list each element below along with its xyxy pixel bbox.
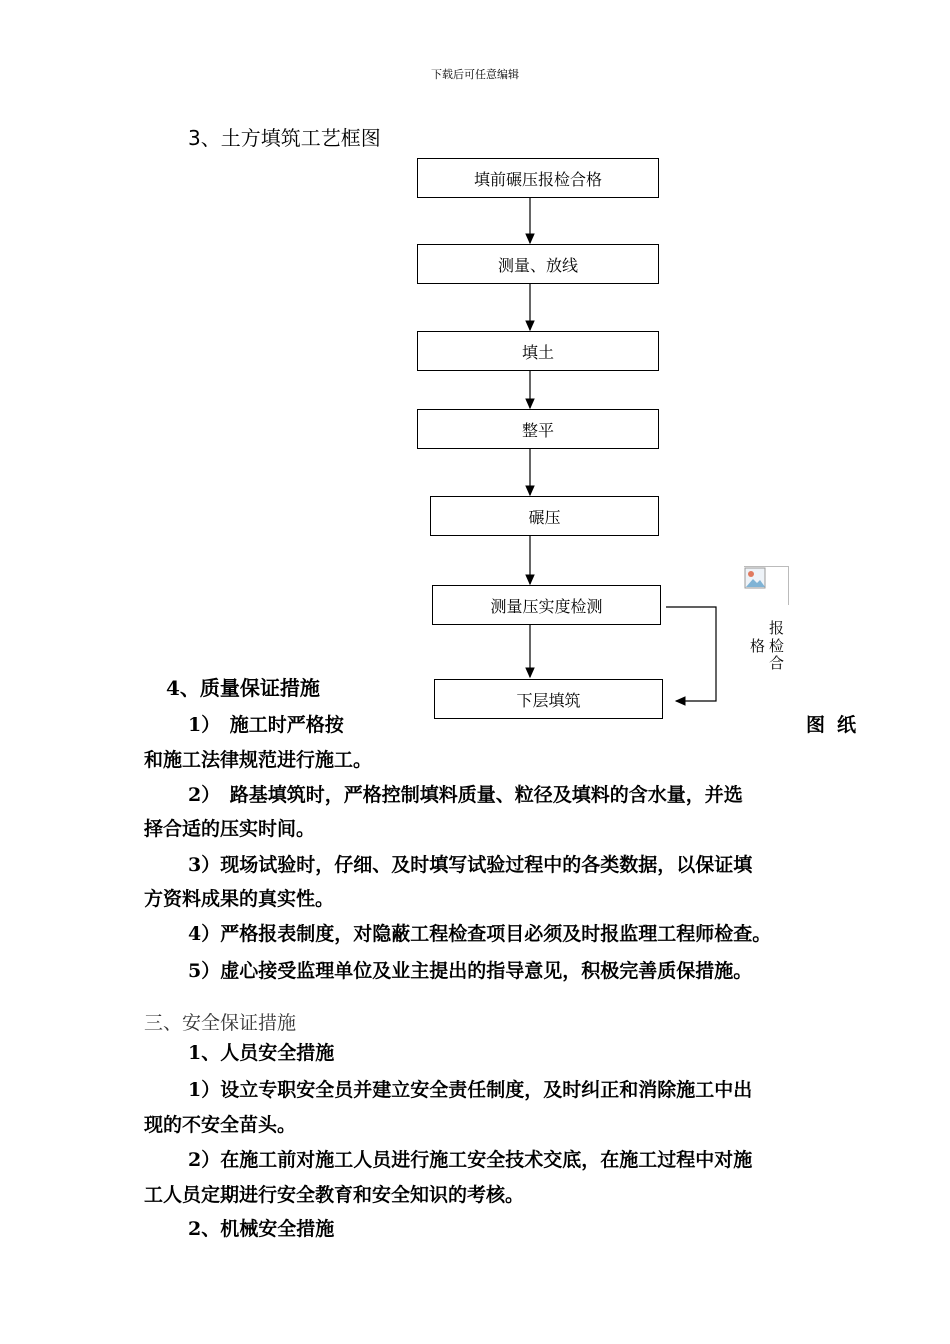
safety-sub-2: 2、机械安全措施 bbox=[188, 1218, 335, 1240]
section-4-title: 4、质量保证措施 bbox=[166, 676, 320, 700]
side-label-char: 合 bbox=[769, 654, 785, 672]
page-header: 下载后可任意编辑 bbox=[431, 68, 519, 81]
side-label-char: 报 bbox=[769, 619, 785, 637]
safety-section-title: 三、安全保证措施 bbox=[144, 1012, 297, 1034]
flow-step-5: 碾压 bbox=[430, 496, 659, 536]
safety-item-2a: 2）在施工前对施工人员进行施工安全技术交底，在施工过程中对施 bbox=[188, 1149, 753, 1171]
section-4-item-5: 5）虚心接受监理单位及业主提出的指导意见，积极完善质保措施。 bbox=[188, 960, 753, 982]
broken-image-icon bbox=[744, 566, 789, 605]
safety-item-1a: 1）设立专职安全员并建立安全责任制度，及时纠正和消除施工中出 bbox=[188, 1079, 753, 1101]
flow-step-2: 测量、放线 bbox=[417, 244, 659, 284]
arrow-feedback bbox=[666, 607, 716, 701]
safety-sub-1: 1、人员安全措施 bbox=[188, 1042, 335, 1064]
section-4-item-2b: 择合适的压实时间。 bbox=[144, 818, 316, 840]
section-4-item-1a: 1） 施工时严格按 bbox=[188, 714, 344, 736]
side-label-char: 格 bbox=[750, 637, 766, 655]
section-3-title: 3、土方填筑工艺框图 bbox=[188, 126, 381, 150]
flow-step-4: 整平 bbox=[417, 409, 659, 449]
flow-step-7: 下层填筑 bbox=[434, 679, 663, 719]
section-4-item-2a: 2） 路基填筑时，严格控制填料质量、粒径及填料的含水量，并选 bbox=[188, 784, 743, 806]
safety-item-1b: 现的不安全苗头。 bbox=[144, 1114, 297, 1136]
flow-step-6: 测量压实度检测 bbox=[432, 585, 661, 625]
side-label-char: 检 bbox=[769, 637, 785, 655]
section-4-item-1c: 和施工法律规范进行施工。 bbox=[144, 749, 373, 771]
flow-step-3: 填土 bbox=[417, 331, 659, 371]
section-4-item-3a: 3）现场试验时，仔细、及时填写试验过程中的各类数据，以保证填 bbox=[188, 854, 753, 876]
safety-item-2b: 工人员定期进行安全教育和安全知识的考核。 bbox=[144, 1184, 525, 1206]
flow-step-1: 填前碾压报检合格 bbox=[417, 158, 659, 198]
section-4-item-4: 4）严格报表制度，对隐蔽工程检查项目必须及时报监理工程师检查。 bbox=[188, 923, 772, 945]
section-4-item-3b: 方资料成果的真实性。 bbox=[144, 888, 335, 910]
section-4-item-1b: 图纸 bbox=[806, 714, 869, 736]
